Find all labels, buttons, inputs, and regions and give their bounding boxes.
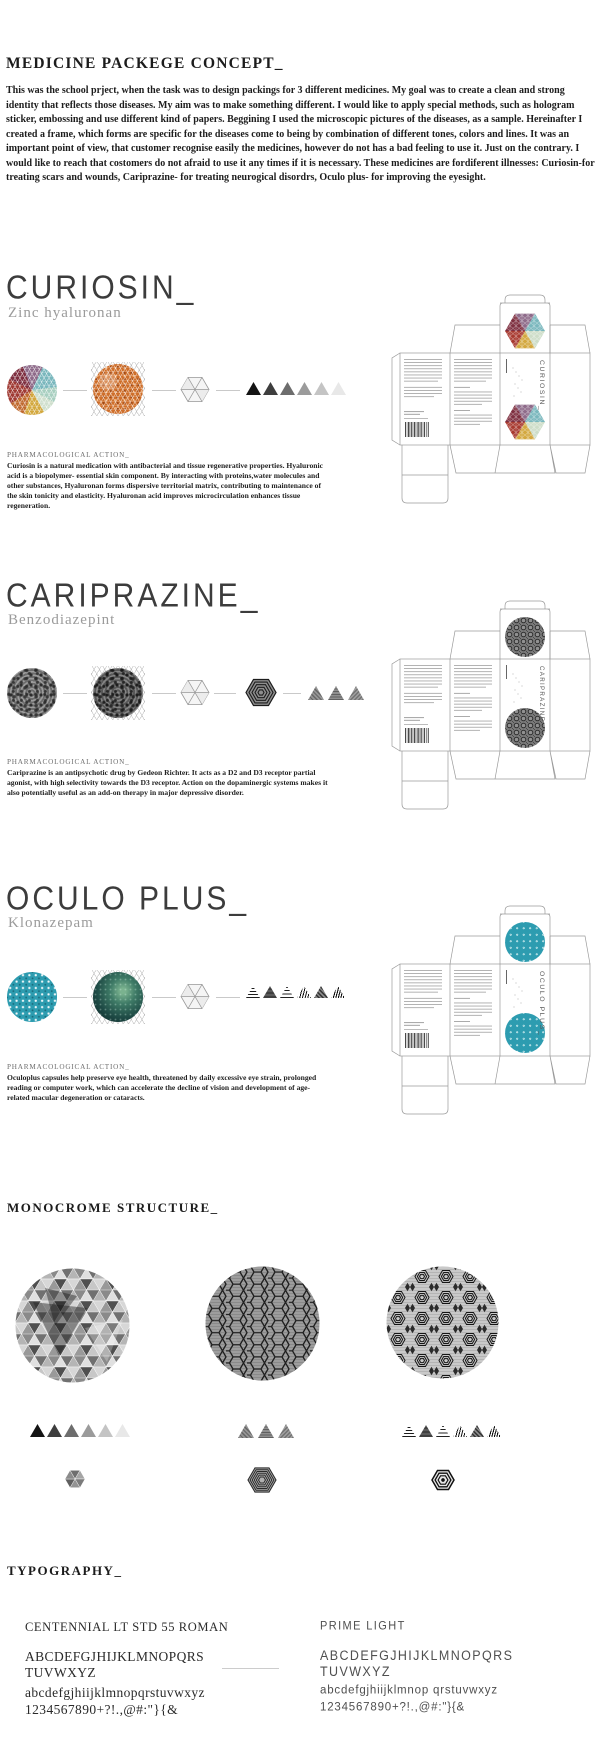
tone-swatch — [314, 986, 328, 998]
tone-swatch — [436, 1425, 450, 1437]
oculo-pattern-circle — [93, 972, 143, 1022]
tone-swatch — [470, 1425, 484, 1437]
tone-swatch — [297, 986, 311, 998]
cariprazine-hexagon-icon — [245, 678, 277, 707]
curiosin-title: CURIOSIN_ — [6, 270, 197, 307]
connector-line — [63, 997, 87, 998]
tone-swatch — [263, 986, 277, 998]
hexagon-wireframe-icon — [180, 679, 210, 706]
curiosin-sample-circle — [7, 365, 57, 415]
package-circle-top — [505, 311, 545, 351]
tone-swatch — [280, 986, 294, 998]
tone-swatch — [453, 1425, 467, 1437]
dieline-oculo — [345, 873, 600, 1118]
mono-circle-concentric-hex — [386, 1266, 499, 1379]
page-title: MEDICINE PACKEGE CONCEPT_ — [6, 55, 284, 72]
cariprazine-sample-circle — [7, 668, 57, 718]
package-circle-top — [505, 922, 545, 962]
tone-swatch — [297, 382, 312, 395]
dieline-cariprazine — [345, 568, 600, 813]
cariprazine-pattern-circle — [93, 668, 143, 718]
tone-swatch — [30, 1424, 45, 1437]
curiosin-tone-scale — [246, 382, 346, 395]
hexagon-wireframe-icon — [180, 983, 210, 1010]
oculo-action-text: Oculoplus capsules help preserve eye health, threatened by daily excessive eye strain, prolonged reading or computer work, which can accelerate the decline of vision and development of age-related macular degeneration or cataracts. — [7, 1073, 317, 1103]
tone-swatch — [246, 382, 261, 395]
mono-circle-triangles — [15, 1268, 130, 1383]
oculo-sample-circle — [7, 972, 57, 1022]
square-numerals: 1234567890+?!.,@#:"}{& — [320, 1701, 465, 1714]
tone-swatch — [314, 382, 329, 395]
pharm-action-label: PHARMACOLOGICAL ACTION_ — [7, 451, 130, 459]
package-circle-top — [505, 617, 545, 657]
tone-swatch — [308, 686, 324, 700]
tone-swatch — [280, 382, 295, 395]
tone-swatch — [328, 686, 344, 700]
tone-swatch — [278, 1424, 294, 1438]
mono-scale-1 — [30, 1424, 130, 1437]
dieline-vertical-name: CARIPRAZINE_ — [538, 666, 545, 727]
intro-paragraph: This was the school prject, when the task was to design packings for 3 different medicines. My goal was to create a clean and strong identity that reflects those diseases. My aim was to make something different. I would like to apply special methods, such as hologram sticker, embossing and use different kind of papers. Beggining I used the microscopic pictures of the diseases, as a sample. Hereinafter I created a frame, which forms are specific for the diseases come to being by combination of different tones, colors and lines. It was an important point of view, that customer recognise easily the medicines, however do not has a bad feeling to use it. Just on the contrary. I would like to reach that costomers do not afraid to use it any times if it is necessary. These medicines are fordiferent illnesses: Curiosin-for treating scars and wounds, Cariprazine- for treating neurogical disordrs, Oculo plus- for improving the eyesight. — [6, 85, 595, 183]
tone-swatch — [246, 986, 260, 998]
connector-line — [152, 390, 176, 391]
tone-swatch — [331, 382, 346, 395]
serif-numerals: 1234567890+?!.,@#:"}{& — [25, 1702, 179, 1717]
tone-swatch — [258, 1424, 274, 1438]
connector-line — [216, 997, 240, 998]
typography-title: TYPOGRAPHY_ — [7, 1563, 123, 1578]
tone-swatch — [64, 1424, 79, 1437]
tone-swatch — [419, 1425, 433, 1437]
connector-line — [283, 693, 301, 694]
curiosin-pattern-circle — [93, 364, 143, 414]
oculo-tone-scale — [246, 986, 345, 998]
cariprazine-action-text: Cariprazine is an antipsychotic drug by Gedeon Richter. It acts as a D2 and D3 receptor partial agonist, with high selectivity towards the D3 receptor. Action on the dopaminergic systems makes it also potentially useful as an add-on therapy in major depressive disorder. — [7, 768, 328, 798]
connector-line — [216, 390, 240, 391]
tone-swatch — [331, 986, 345, 998]
connector-line — [63, 390, 87, 391]
cariprazine-title: CARIPRAZINE_ — [6, 578, 261, 615]
tone-swatch — [263, 382, 278, 395]
mono-hexagon-1 — [64, 1469, 86, 1489]
tone-swatch — [81, 1424, 96, 1437]
mono-scale-3 — [402, 1425, 501, 1437]
serif-font-name: CENTENNIAL LT STD 55 ROMAN — [25, 1620, 229, 1634]
curiosin-substance: Zinc hyaluronan — [8, 305, 122, 321]
connector-line — [214, 693, 236, 694]
square-uppercase-2: TUVWXYZ — [320, 1664, 391, 1680]
tone-swatch — [238, 1424, 254, 1438]
oculo-title: OCULO PLUS_ — [6, 881, 250, 918]
serif-uppercase-1: ABCDEFGJHIJKLMNOPQRS — [25, 1649, 205, 1664]
cariprazine-substance: Benzodiazepint — [8, 612, 116, 628]
dieline-curiosin — [345, 262, 600, 507]
mono-hexagon-3 — [431, 1469, 455, 1491]
mono-circle-hexmaze — [205, 1266, 320, 1381]
curiosin-action-text: Curiosin is a natural medication with antibacterial and tissue regenerative properties. Hyaluronic acid is a biopolymer- essential skin component. By interacting with proteins,water molecules and other substances, Hyaluronan forms dispersive territorial matrix, contributing to maintenance of the skin tonicity and elasticity. Hyaluronan acid improves microcirculation enhances tissue regeneration. — [7, 461, 323, 511]
square-uppercase-1: ABCDEFGJHIJKLMNOPQRS — [320, 1648, 514, 1664]
pharm-action-label: PHARMACOLOGICAL ACTION_ — [7, 1063, 130, 1071]
mono-scale-2 — [238, 1424, 294, 1438]
dieline-vertical-name: OCULO PLUS_ — [538, 971, 545, 1037]
connector-line — [63, 693, 87, 694]
dieline-vertical-name: CURIOSIN_ — [538, 360, 545, 412]
curiosin-framed-circle — [91, 362, 145, 416]
cariprazine-framed-circle — [91, 666, 145, 720]
oculo-framed-circle — [91, 970, 145, 1024]
pharm-action-label: PHARMACOLOGICAL ACTION_ — [7, 758, 130, 766]
mono-hexagon-2 — [247, 1466, 277, 1494]
square-lowercase: abcdefgjhiijklmnop qrstuvwxyz — [320, 1684, 498, 1697]
tone-swatch — [98, 1424, 113, 1437]
square-font-name: PRIME LIGHT — [320, 1620, 406, 1633]
tone-swatch — [487, 1425, 501, 1437]
connector-line — [152, 997, 176, 998]
hexagon-wireframe-icon — [180, 376, 210, 403]
tone-swatch — [115, 1424, 130, 1437]
serif-lowercase: abcdefgjhiijklmnopqrstuvwxyz — [25, 1685, 205, 1700]
tone-swatch — [47, 1424, 62, 1437]
connector-line — [152, 693, 176, 694]
tone-swatch — [402, 1425, 416, 1437]
typography-divider — [222, 1668, 279, 1669]
oculo-substance: Klonazepam — [8, 915, 94, 931]
serif-uppercase-2: TUVWXYZ — [25, 1665, 97, 1680]
monochrome-title: MONOCROME STRUCTURE_ — [7, 1200, 219, 1215]
